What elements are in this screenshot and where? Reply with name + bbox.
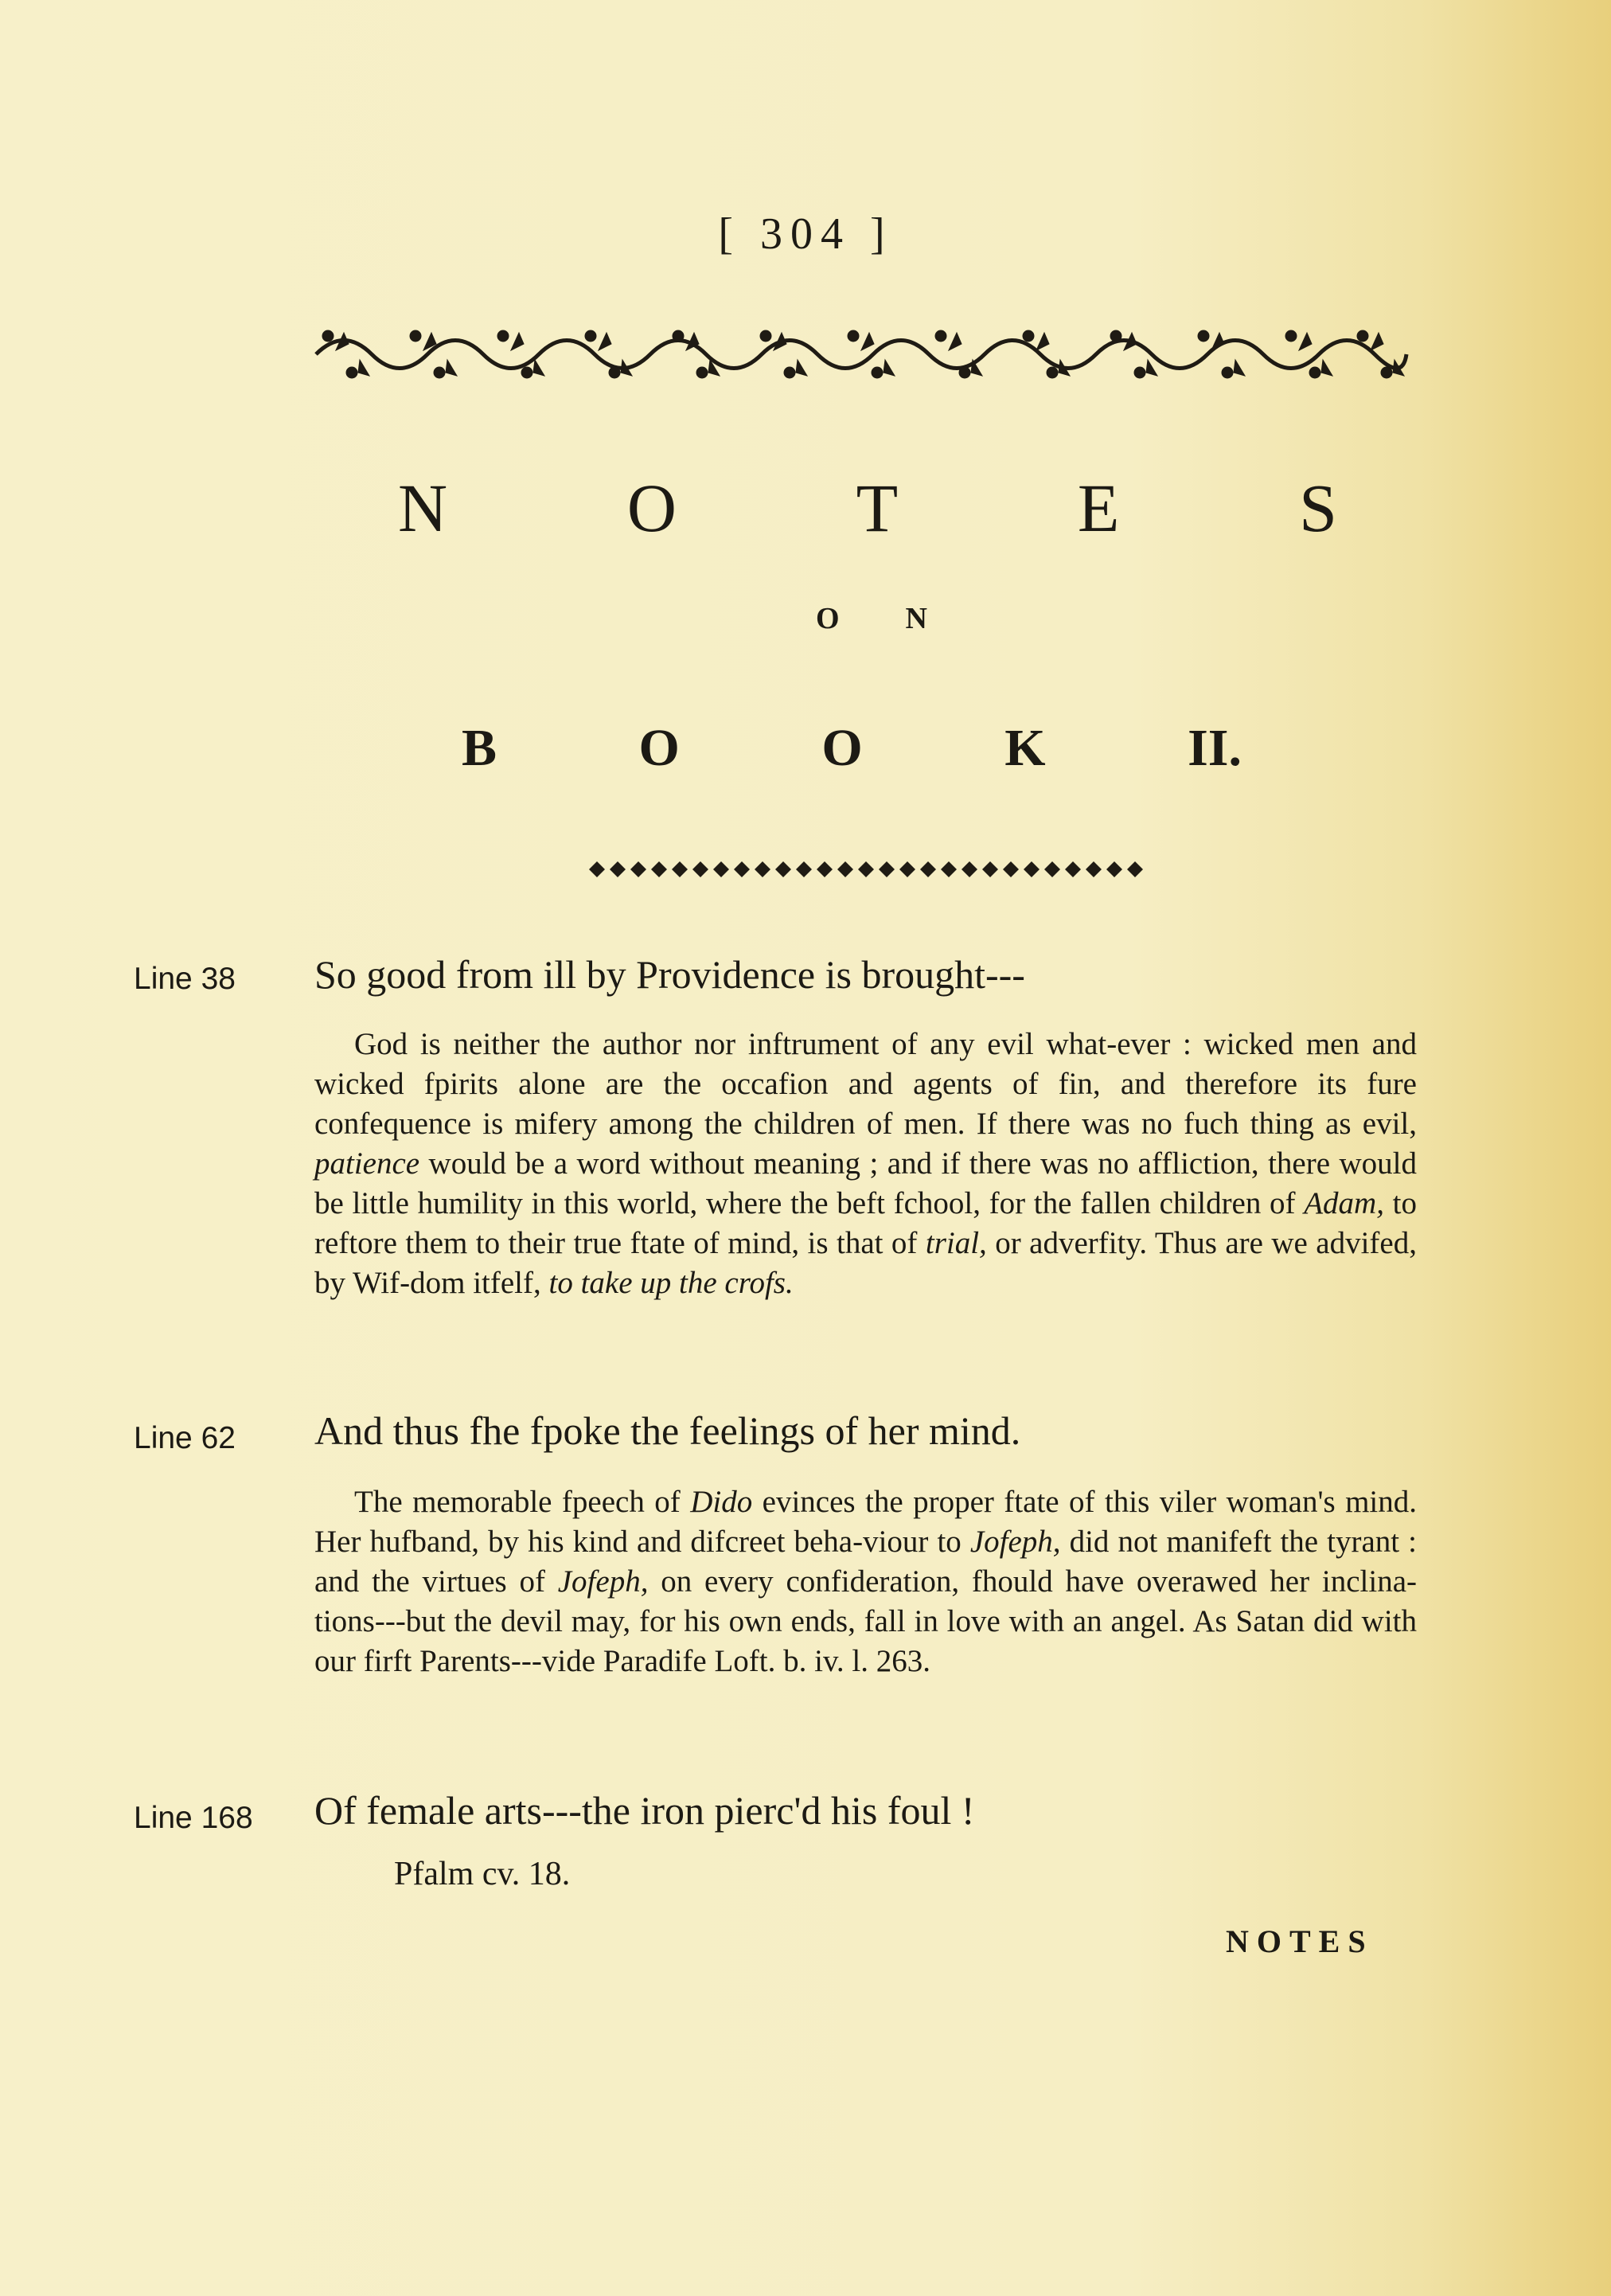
book-letter: B [462,719,497,777]
quoted-verse: So good from ill by Providence is brought--- [314,952,1025,997]
notes-letter: N [398,470,448,546]
on-letter: O [816,602,840,635]
on-letter: N [905,602,927,635]
book-letter: K [1004,719,1046,777]
on-heading [816,601,927,636]
note-text: God is neither the author nor inftrument of any evil what-ever : wicked men and wicked fpirits alone are the occafion and agents of fin, and therefore its fure confequence is mifery among the children of men. If there was no fuch thing as evil, patience would be a word without meaning ; and if there was no affliction, there would be little humility in this world, where the beft fchool, for the fallen children of Adam, to reftore them to their true ftate of mind, is that of trial, or adverfity. Thus are we advifed, by Wif-dom itfelf, to take up the crofs. [314,1027,1417,1300]
line-reference: Line 168 [134,1801,253,1835]
line-reference: Line 62 [134,1421,236,1455]
book-heading [462,718,1242,779]
book-letter: II. [1188,719,1242,777]
quoted-verse: Of female arts---the iron pierc'd his foul ! [314,1788,975,1833]
line-reference: Line 38 [134,962,236,996]
vine-ornament-band [312,318,1410,390]
catchword: NOTES [1226,1923,1374,1959]
notes-letter: T [856,470,899,546]
ornamental-rule [581,857,1154,881]
notes-letter: E [1077,470,1120,546]
note-text: The memorable fpeech of Dido evinces the proper ftate of this viler woman's mind. Her hufband, by his kind and difcreet beha-viour to Jofeph, did not manifeft the tyrant : and the virtues of Jofeph, on every confideration, fhould have overawed her inclina-tions---but the devil may, for his own ends, fall in love with an angel. As Satan did with our firft Parents---vide Paradife Loft. b. iv. l. 263. [314,1485,1417,1678]
notes-letter: S [1299,470,1337,546]
notes-letter: O [626,470,677,546]
notes-heading [398,468,1337,548]
book-letter: O [638,719,680,777]
scripture-reference: Pfalm cv. 18. [394,1856,571,1892]
quoted-verse: And thus fhe fpoke the feelings of her mind. [314,1408,1021,1453]
book-letter: O [821,719,863,777]
page-number: [ 304 ] [718,209,893,259]
